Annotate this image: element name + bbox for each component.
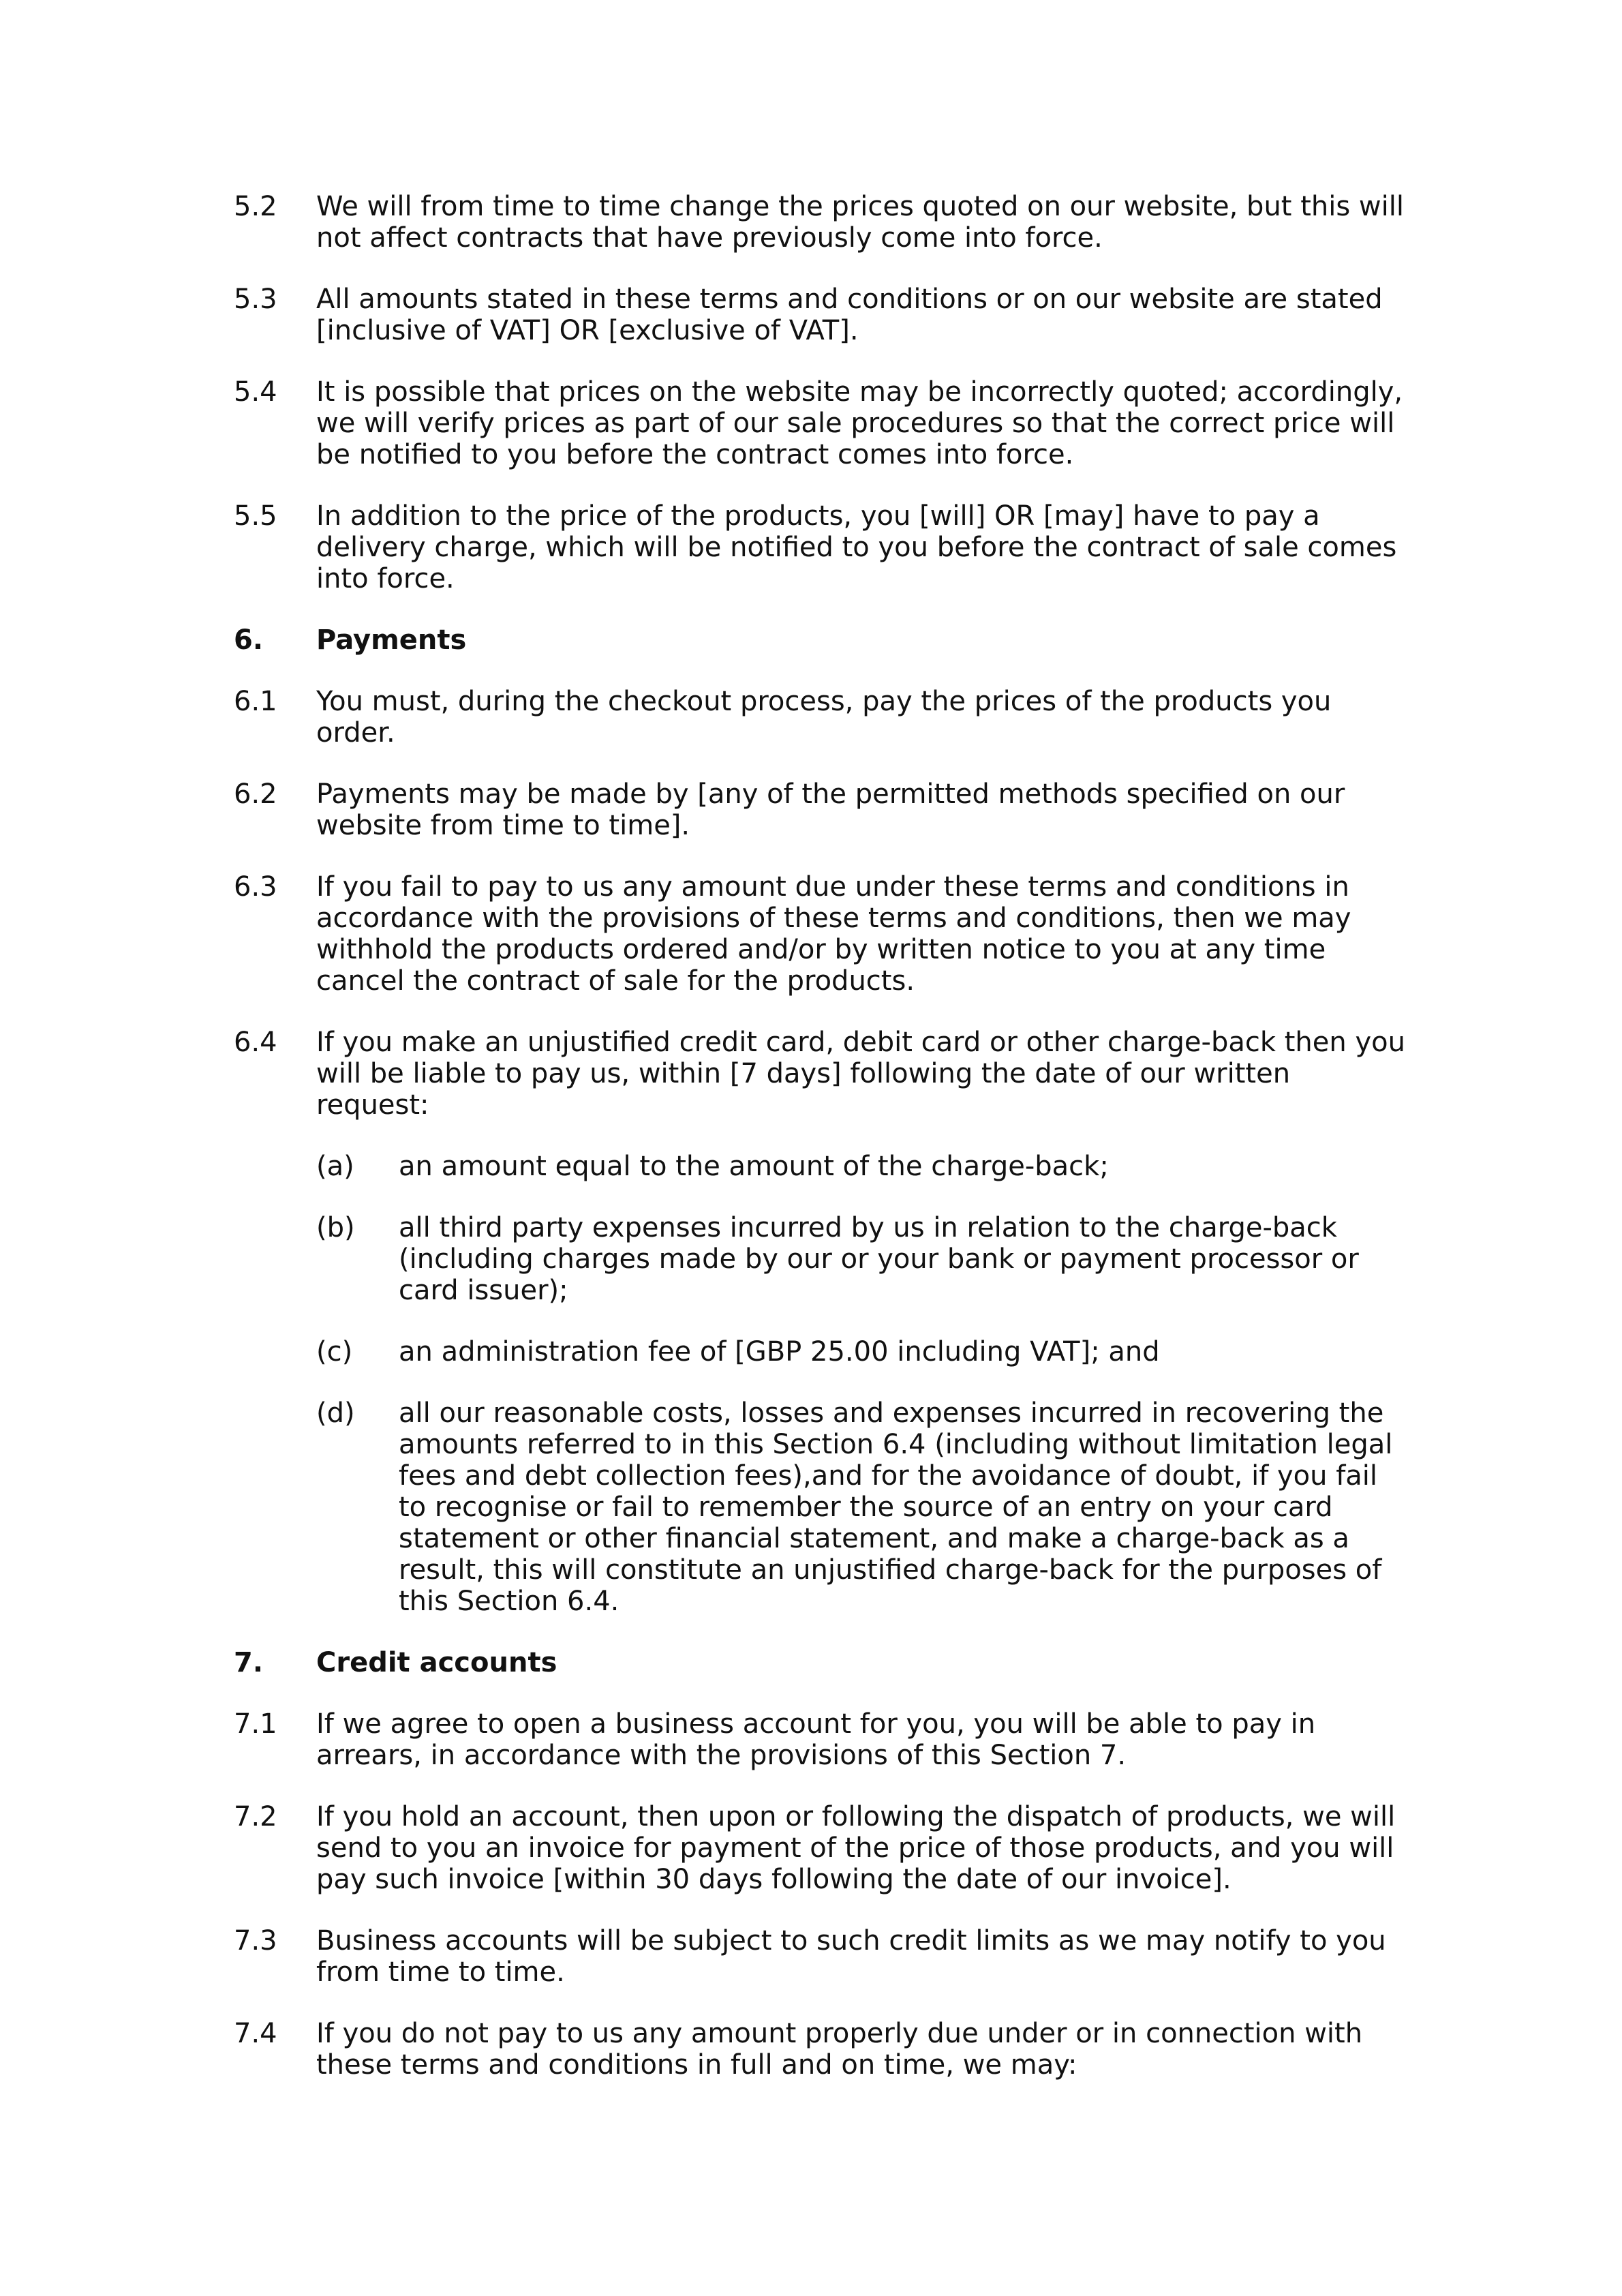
section-number: 6. bbox=[234, 624, 264, 656]
clause-text: We will from time to time change the prices quoted on our website, but this will not affect contracts that have previously come into force. bbox=[316, 191, 1404, 254]
subclause-letter: (d) bbox=[316, 1398, 355, 1429]
clause-number: 7.1 bbox=[234, 1708, 277, 1740]
subclause-6-4-c bbox=[0, 1336, 1622, 1368]
clause-text: It is possible that prices on the website may be incorrectly quoted; accordingly, we will verify prices as part of our sale procedures so that the correct price will be notified to you before the contract comes into force. bbox=[316, 376, 1403, 470]
subclause-text: all our reasonable costs, losses and expenses incurred in recovering the amounts referred to in this Section 6.4 (including without limitation legal fees and debt collection fees),and for the avoidance of doubt, if you fail to recognise or fail to remember the source of an entry on your card statement or other financial statement, and make a charge-back as a result, this will constitute an unjustified charge-back for the purposes of this Section 6.4. bbox=[399, 1398, 1393, 1617]
clause-text: All amounts stated in these terms and conditions or on our website are stated [inclusive of VAT] OR [exclusive of VAT]. bbox=[316, 284, 1383, 346]
subclause-6-4-b bbox=[0, 1212, 1622, 1306]
clause-text: If you hold an account, then upon or following the dispatch of products, we will send to you an invoice for payment of the price of those products, and you will pay such invoice [within 30 days following the date of our invoice]. bbox=[316, 1801, 1396, 1895]
clause-6-3 bbox=[0, 871, 1622, 997]
clause-5-5 bbox=[0, 500, 1622, 594]
clause-7-2 bbox=[0, 1801, 1622, 1895]
section-title: Credit accounts bbox=[316, 1647, 557, 1678]
clause-5-3 bbox=[0, 284, 1622, 346]
clause-7-4 bbox=[0, 2018, 1622, 2081]
clause-number: 6.2 bbox=[234, 779, 277, 810]
clause-text: In addition to the price of the products, you [will] OR [may] have to pay a delivery charge, which will be notified to you before the contract of sale comes into force. bbox=[316, 500, 1397, 594]
section-number: 7. bbox=[234, 1647, 264, 1678]
clause-number: 6.4 bbox=[234, 1027, 277, 1058]
clause-number: 5.5 bbox=[234, 500, 277, 532]
clause-6-2 bbox=[0, 779, 1622, 841]
clause-text: If you do not pay to us any amount properly due under or in connection with these terms and conditions in full and on time, we may: bbox=[316, 2018, 1363, 2081]
clause-number: 5.2 bbox=[234, 191, 277, 222]
clause-5-2 bbox=[0, 191, 1622, 254]
clause-text: Business accounts will be subject to such credit limits as we may notify to you from time to time. bbox=[316, 1925, 1386, 1988]
section-title: Payments bbox=[316, 624, 467, 656]
clause-7-1 bbox=[0, 1708, 1622, 1771]
clause-number: 6.3 bbox=[234, 871, 277, 903]
clause-text: If you fail to pay to us any amount due under these terms and conditions in accordance with the provisions of these terms and conditions, then we may withhold the products ordered and/or by written notice to you at any time cancel the contract of sale for the products. bbox=[316, 871, 1351, 997]
clause-number: 7.2 bbox=[234, 1801, 277, 1832]
clause-number: 6.1 bbox=[234, 686, 277, 717]
subclause-text: an administration fee of [GBP 25.00 including VAT]; and bbox=[399, 1336, 1160, 1368]
clause-text: If you make an unjustified credit card, debit card or other charge-back then you will be liable to pay us, within [7 days] following the date of our written request: bbox=[316, 1027, 1405, 1121]
clause-text: If we agree to open a business account for you, you will be able to pay in arrears, in accordance with the provisions of this Section 7. bbox=[316, 1708, 1316, 1771]
subclause-6-4-d bbox=[0, 1398, 1622, 1617]
clause-6-1 bbox=[0, 686, 1622, 749]
subclause-text: all third party expenses incurred by us in relation to the charge-back (including charges made by our or your bank or payment processor or card issuer); bbox=[399, 1212, 1359, 1306]
subclause-text: an amount equal to the amount of the charge-back; bbox=[399, 1151, 1109, 1182]
clause-5-4 bbox=[0, 376, 1622, 470]
subclause-6-4-a bbox=[0, 1151, 1622, 1182]
subclause-letter: (b) bbox=[316, 1212, 355, 1243]
clause-text: You must, during the checkout process, pay the prices of the products you order. bbox=[316, 686, 1332, 749]
clause-7-3 bbox=[0, 1925, 1622, 1988]
clause-6-4 bbox=[0, 1027, 1622, 1121]
clause-number: 5.3 bbox=[234, 284, 277, 315]
subclause-letter: (c) bbox=[316, 1336, 353, 1368]
clause-number: 5.4 bbox=[234, 376, 277, 408]
clause-text: Payments may be made by [any of the permitted methods specified on our website from time to time]. bbox=[316, 779, 1345, 841]
section-heading-7 bbox=[0, 1647, 1622, 1678]
section-heading-6 bbox=[0, 624, 1622, 656]
clause-number: 7.3 bbox=[234, 1925, 277, 1957]
subclause-letter: (a) bbox=[316, 1151, 354, 1182]
clause-number: 7.4 bbox=[234, 2018, 277, 2049]
